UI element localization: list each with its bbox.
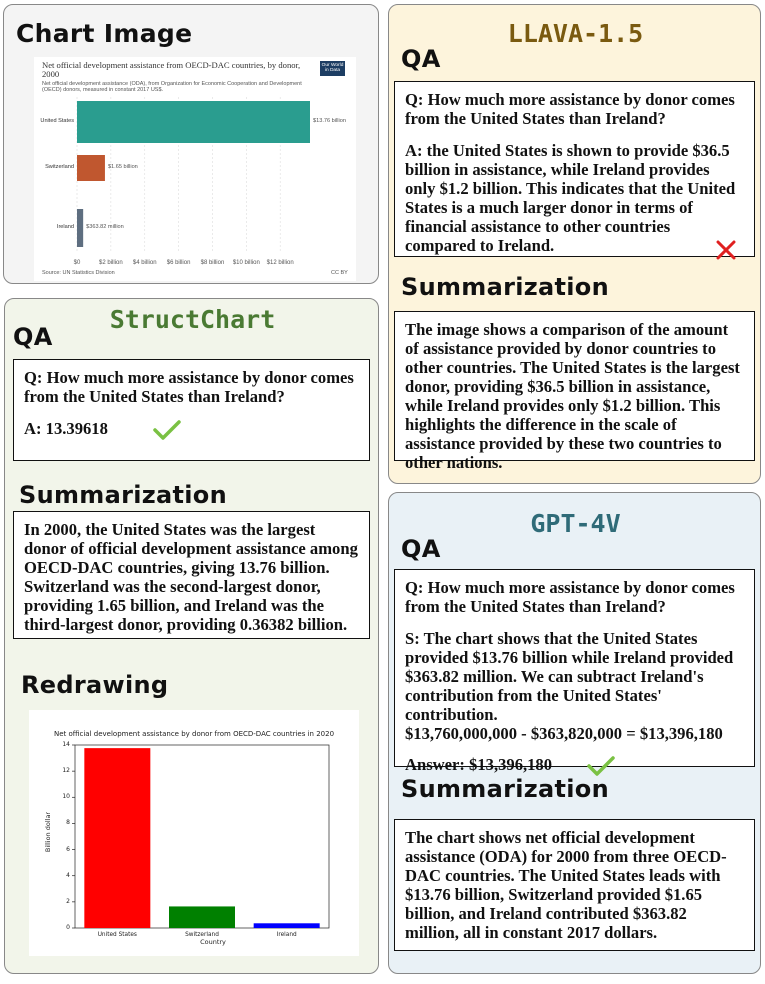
- redrawn-y-tick: 6: [66, 845, 70, 853]
- orig-x-tick: $10 billion: [232, 260, 260, 266]
- structchart-question: Q: How much more assistance by donor comes from the United States than Ireland?: [24, 368, 354, 406]
- gpt4v-summarization-heading: Summarization: [401, 775, 609, 803]
- original-chart: [34, 57, 356, 281]
- orig-value-label: $1.65 billion: [107, 164, 138, 170]
- gpt4v-question: Q: How much more assistance by donor comes from the United States than Ireland?: [405, 578, 735, 616]
- structchart-qa-heading: QA: [13, 323, 53, 351]
- redrawn-x-tick: United States: [97, 932, 137, 938]
- orig-bar: [77, 155, 105, 181]
- structchart-summary-box: [13, 511, 370, 639]
- orig-chart-subtitle: Net official development assistance (ODA), from Organization for Economic Cooperation and Development (OECD) donors, measured in constant 2017 US$.: [42, 81, 302, 94]
- gpt4v-qa-heading: QA: [401, 535, 441, 563]
- orig-chart-title: Net official development assistance from OECD-DAC countries, by donor, 2000: [42, 60, 301, 79]
- llava-answer: A: the United States is shown to provide $36.5 billion in assistance, while Ireland provides only $1.2 billion. This indicates that the United States is a much larger donor in terms of financial assistance to other countries compared to Ireland.: [405, 141, 736, 255]
- gpt4v-answer: Answer: $13,396,180: [405, 755, 553, 774]
- check-icon: [152, 419, 182, 441]
- redrawn-bar: [169, 906, 235, 928]
- structchart-qa-box: [13, 359, 370, 461]
- chart-image-panel: [3, 4, 379, 284]
- llava-summary: The image shows a comparison of the amount of assistance provided by donor countries to other countries. The United States is the largest donor, providing $36.5 billion in assistance, while Ireland provides only $1.2 billion. This highlights the difference in the scale of assistance provided by these two countries to other nations.: [405, 320, 740, 472]
- llava-qa-heading: QA: [401, 45, 441, 73]
- llava-title: LLAVA-1.5: [507, 19, 644, 48]
- structchart-summarization-heading: Summarization: [19, 481, 227, 509]
- structchart-title: StructChart: [109, 305, 276, 334]
- redrawn-y-tick: 14: [62, 741, 70, 748]
- redrawn-y-tick: 0: [66, 924, 70, 931]
- cross-icon: [715, 239, 737, 261]
- orig-x-tick: $2 billion: [99, 260, 123, 266]
- chart-image-heading: Chart Image: [16, 19, 193, 48]
- orig-bar: [77, 101, 310, 143]
- gpt4v-calculation: $13,760,000,000 - $363,820,000 = $13,396,180: [405, 724, 723, 743]
- gpt4v-panel: [388, 492, 761, 974]
- redrawn-x-tick: Switzerland: [185, 932, 219, 938]
- orig-x-tick: $8 billion: [200, 260, 225, 266]
- redrawn-chart-title: Net official development assistance by donor from OECD-DAC countries in 2020: [53, 730, 335, 738]
- structchart-answer: A: 13.39618: [24, 419, 108, 438]
- orig-chart-license: CC BY: [331, 270, 348, 276]
- orig-category-label: United States: [40, 118, 74, 124]
- gpt4v-qa-box: [394, 569, 755, 774]
- redrawing-heading: Redrawing: [21, 671, 169, 699]
- llava-question: Q: How much more assistance by donor comes from the United States than Ireland?: [405, 90, 735, 128]
- check-icon: [586, 755, 616, 777]
- gpt4v-title: GPT-4V: [530, 509, 621, 538]
- owid-logo: Our World in Data: [320, 61, 345, 76]
- orig-x-tick: $4 billion: [132, 260, 157, 266]
- orig-category-label: Ireland: [56, 224, 74, 230]
- redrawn-x-tick: Ireland: [276, 932, 297, 938]
- gpt4v-summary-box: [394, 819, 755, 951]
- orig-x-tick: $6 billion: [166, 260, 191, 266]
- redrawn-y-tick: 8: [66, 819, 70, 827]
- gpt4v-solution: S: The chart shows that the United States provided $13.76 billion while Ireland provided $363.82 million. We can subtract Ireland's contribution from the United States' contribution.: [405, 629, 734, 724]
- redrawn-y-tick: 12: [62, 767, 70, 775]
- structchart-panel: [4, 298, 379, 974]
- orig-chart-source: Source: UN Statistics Division: [42, 270, 115, 276]
- llava-panel: [388, 4, 761, 484]
- redrawn-bar: [84, 748, 150, 928]
- orig-x-tick: $12 billion: [266, 260, 294, 266]
- llava-summarization-heading: Summarization: [401, 273, 609, 301]
- llava-qa-box: [394, 81, 755, 257]
- redrawn-y-tick: 2: [66, 897, 70, 905]
- redrawn-y-tick: 10: [62, 793, 70, 801]
- orig-value-label: $363.82 million: [86, 224, 124, 230]
- orig-x-tick: $0: [73, 260, 81, 266]
- redrawn-y-tick: 4: [66, 871, 70, 879]
- orig-value-label: $13.76 billion: [313, 118, 346, 124]
- structchart-summary: In 2000, the United States was the largest donor of official development assistance among OECD-DAC countries, giving 13.76 billion. Switzerland was the second-largest donor, providing 1.65 billion, and Ireland was the third-largest donor, providing 0.36382 billion.: [24, 520, 358, 634]
- orig-category-label: Switzerland: [45, 164, 74, 170]
- orig-chart-plot: [34, 57, 356, 281]
- redrawn-chart-ylabel: Billion dollar: [44, 811, 52, 853]
- redrawn-chart: [29, 710, 359, 956]
- llava-summary-box: [394, 311, 755, 472]
- redrawn-bar: [254, 923, 320, 928]
- redrawn-chart-plot: [29, 710, 359, 956]
- orig-bar: [77, 209, 83, 247]
- redrawn-chart-xlabel: Country: [200, 938, 226, 946]
- gpt4v-summary: The chart shows net official development assistance (ODA) for 2000 from three OECD-DAC countries. The United States leads with $13.76 billion, Switzerland provided $1.65 billion, and Ireland contributed $363.82 million, all in constant 2017 dollars.: [405, 828, 727, 942]
